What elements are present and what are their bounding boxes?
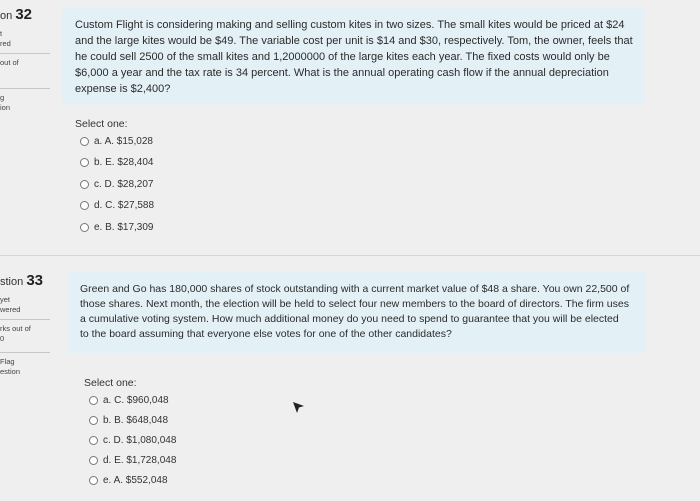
q32-option-e-label: e. B. $17,309 [94,222,154,233]
q32-radio-d[interactable] [80,201,89,210]
q33-option-a[interactable] [89,395,169,406]
q33-option-e[interactable] [89,475,168,486]
q33-question-text: Green and Go has 180,000 shares of stock outstanding with a current market value of $48 a share. You own 22,500 of those shares. Next month, the election will be held to select four new members to the board of directors. The firm uses a cumulative voting system. How much additional money do you need to spend to guarantee that you will be elected to the board assuming that everyone else votes for one of the other candidates? [80,283,630,340]
q32-number: 32 [15,6,32,23]
q33-marks-line1: rks out of [0,324,31,333]
q33-radio-c[interactable] [89,436,98,445]
q33-status-line2: wered [0,305,21,314]
q32-option-e[interactable] [80,222,154,233]
q33-radio-a[interactable] [89,396,98,405]
q33-number-label [0,272,62,289]
q32-number-label [0,6,62,23]
q33-option-c[interactable] [89,435,176,446]
q33-info-separator-2 [0,352,50,353]
q33-number: 33 [26,272,43,289]
q32-option-a[interactable] [80,136,153,147]
q32-radio-c[interactable] [80,180,89,189]
q33-info-panel [0,272,62,377]
q32-flag-question[interactable] [0,93,62,113]
q32-option-c[interactable] [80,179,153,190]
q33-marks-line2: 0 [0,334,5,343]
q32-option-d-label: d. C. $27,588 [94,200,155,211]
q33-option-a-label: a. C. $960,048 [103,395,169,406]
q32-option-d[interactable] [80,200,154,211]
q32-radio-a[interactable] [80,137,89,146]
q32-number-prefix: on [0,10,13,22]
q33-flag-question[interactable] [0,357,62,377]
q33-option-b-label: b. B. $648,048 [103,415,169,426]
q32-info-separator [0,53,50,54]
q32-status-line2: red [0,39,11,48]
q33-flag-line2: estion [0,367,21,376]
q32-option-b-label: b. E. $28,404 [94,157,154,168]
q33-radio-b[interactable] [89,416,98,425]
q32-status [0,29,62,49]
q33-info-separator [0,319,50,320]
q32-select-label: Select one: [75,118,128,130]
q33-marks [0,324,62,344]
q32-info-separator-2 [0,88,50,89]
q33-option-d[interactable] [89,455,176,466]
q32-status-line1: t [0,29,3,38]
q32-option-a-label: a. A. $15,028 [94,136,153,147]
q33-option-e-label: e. A. $552,048 [103,475,168,486]
q33-radio-d[interactable] [89,456,98,465]
mouse-cursor-icon [292,401,306,415]
q33-flag-line1: Flag [0,357,15,366]
q33-option-c-label: c. D. $1,080,048 [103,435,177,446]
q32-marks: out of [0,58,19,67]
q32-flag-line1: g [0,93,5,102]
q32-option-b[interactable] [80,157,154,168]
q33-select-label: Select one: [84,377,137,389]
q33-radio-e[interactable] [89,476,98,485]
q32-radio-b[interactable] [80,158,89,167]
q32-flag-line2: ion [0,103,11,112]
q32-info-panel [0,6,62,113]
q32-question-text: Custom Flight is considering making and selling custom kites in two sizes. The small kites would be priced at $24 and the large kites would be $49. The variable cost per unit is $14 and $30, respectively. Tom, the owner, feels that he could sell 2500 of the small kites and 1,2000000 of the large kites each year. The fixed costs would only be $6,000 a year and the tax rate is 34 percent. What is the annual operating cash flow if the annual depreciation expense is $2,400? [75,19,633,95]
q33-option-b[interactable] [89,415,168,426]
q33-number-prefix: stion [0,276,24,288]
q33-status-line1: yet [0,295,11,304]
q33-option-d-label: d. E. $1,728,048 [103,455,177,466]
q32-radio-e[interactable] [80,223,89,232]
question-divider [0,255,700,256]
q32-option-c-label: c. D. $28,207 [94,179,154,190]
q33-status [0,295,62,315]
